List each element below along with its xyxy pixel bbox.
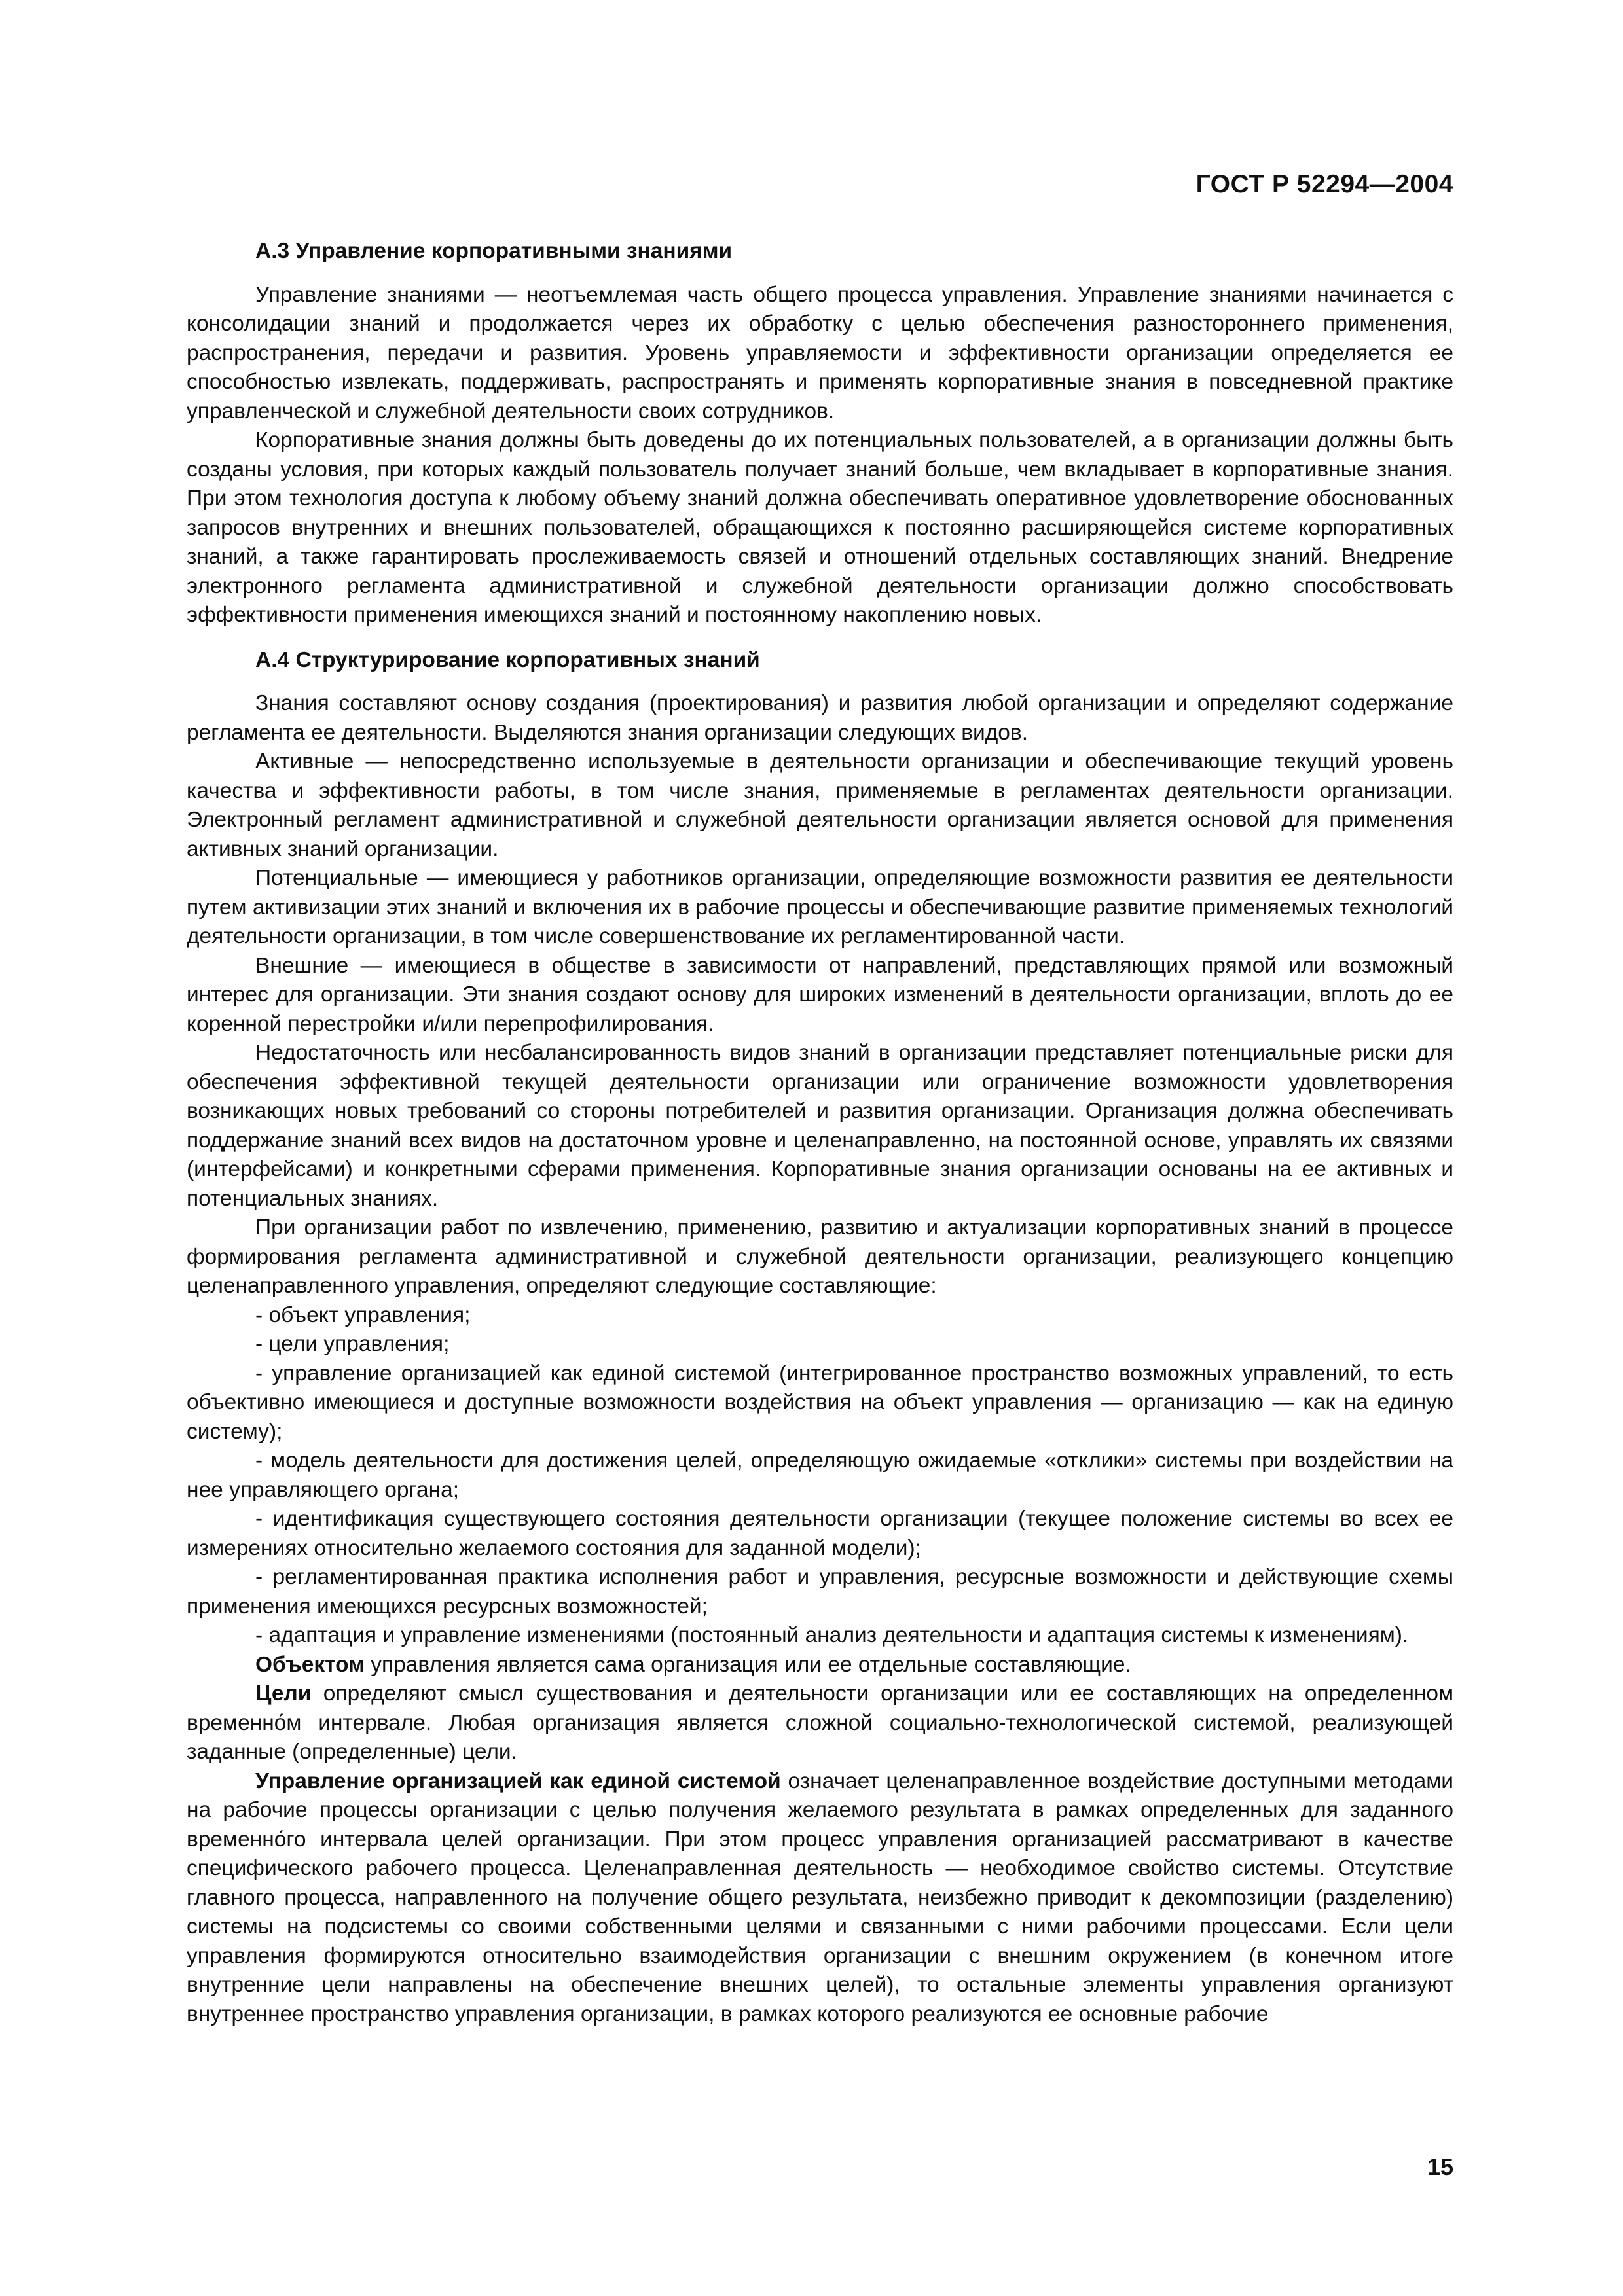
section-a3-paragraph-1: Управление знаниями — неотъемлемая часть общего процесса управления. Управление знаниями начинается с консолидации знаний и продолжается через их обработку с целью обеспечения разностороннего применения, распространения, передачи и развития. Уровень управляемости и эффективности организации определяется ее способностью извлекать, поддерживать, распространять и применять корпоративные знания в повседневной практике управленческой и служебной деятельности своих сотрудников.	[187, 282, 1453, 423]
object-paragraph	[187, 1651, 1453, 1680]
document-body	[187, 237, 1453, 2029]
list-item: - адаптация и управление изменениями (постоянный анализ деятельности и адаптация системы к изменениям).	[255, 1623, 1409, 1647]
document-id-header: ГОСТ Р 52294—2004	[1195, 170, 1453, 198]
section-a4-paragraph-6: При организации работ по извлечению, применению, развитию и актуализации корпоративных знаний в процессе формирования регламента административной и служебной деятельности организации, реализующего концепцию целенаправленного управления, определяют следующие составляющие:	[187, 1215, 1453, 1298]
list-item: - модель деятельности для достижения целей, определяющую ожидаемые «отклики» системы при воздействии на нее управляющего органа;	[187, 1448, 1453, 1502]
section-a4-title	[187, 646, 1453, 675]
list-item: - регламентированная практика исполнения работ и управления, ресурсные возможности и действующие схемы применения имеющихся ресурсных возможностей;	[187, 1565, 1453, 1619]
list-item: - управление организацией как единой системой (интегрированное пространство возможных управлений, то есть объективно имеющиеся и доступные возможности воздействия на объект управления — организацию — как на единую систему);	[187, 1361, 1453, 1444]
list-item: - цели управления;	[255, 1332, 450, 1356]
section-a4-paragraph-2: Активные — непосредственно используемые в деятельности организации и обеспечивающие текущий уровень качества и эффективности работы, в том числе знания, применяемые в регламентах деятельности организации. Электронный регламент административной и служебной деятельности организации является основой для применения активных знаний организации.	[187, 749, 1453, 861]
list-item: - идентификация существующего состояния деятельности организации (текущее положение системы во всех ее измерениях относительно желаемого состояния для заданной модели);	[187, 1507, 1453, 1560]
page-number: 15	[1427, 2153, 1453, 2180]
section-a4-paragraph-1: Знания составляют основу создания (проектирования) и развития любой организации и определяют содержание регламента ее деятельности. Выделяются знания организации следующих видов.	[187, 691, 1453, 745]
goals-paragraph	[187, 1679, 1453, 1767]
section-a4-paragraph-3: Потенциальные — имеющиеся у работников организации, определяющие возможности развития ее деятельности путем активизации этих знаний и включения их в рабочие процессы и обеспечивающие развитие применяемых технологий деятельности организации, в том числе совершенствование их регламентированной части.	[187, 866, 1453, 948]
management-paragraph	[187, 1767, 1453, 2030]
management-definition: означает целенаправленное воздействие доступными методами на рабочие процессы организации с целью получения желаемого результата в рамках определенных для заданного временно́го интервала целей организации. При этом процесс управления организацией рассматривают в качестве специфического рабочего процесса. Целенаправленная деятельность — необходимое свойство системы. Отсутствие главного процесса, направленного на получение общего результата, неизбежно приводит к декомпозиции (разделению) системы на подсистемы со своими собственными целями и связанными с ними рабочими процессами. Если цели управления формируются относительно взаимодействия организации с внешним окружением (в конечном итоге внутренние цели направлены на обеспечение внешних целей), то остальные элементы управления организуют внутреннее пространство управления организации, в рамках которого реализуются ее основные рабочие	[187, 1768, 1453, 2026]
section-a4-paragraph-5: Недостаточность или несбалансированность видов знаний в организации представляет потенциальные риски для обеспечения эффективной текущей деятельности организации или ограничение возможности удовлетворения возникающих новых требований со стороны потребителей и развития организации. Организация должна обеспечивать поддержание знаний всех видов на достаточном уровне и целенаправленно, на постоянной основе, управлять их связями (интерфейсами) и конкретными сферами применения. Корпоративные знания организации основаны на ее активных и потенциальных знаниях.	[187, 1041, 1453, 1211]
object-term: Объектом	[255, 1652, 365, 1677]
section-a3-title	[187, 237, 1453, 266]
section-a4-title-text: А.4 Структурирование корпоративных знаний	[255, 647, 760, 672]
object-definition: управления является сама организация или ее отдельные составляющие.	[364, 1652, 1131, 1677]
management-term: Управление организацией как единой системой	[255, 1768, 781, 1793]
list-item: - объект управления;	[255, 1302, 471, 1327]
section-a3-title-text: А.3 Управление корпоративными знаниями	[255, 239, 733, 263]
goals-definition: определяют смысл существования и деятельности организации или ее составляющих на определенном временно́м интервале. Любая организация является сложной социально-технологической системой, реализующей заданные (определенные) цели.	[187, 1681, 1453, 1764]
section-a4-paragraph-4: Внешние — имеющиеся в обществе в зависимости от направлений, представляющих прямой или возможный интерес для организации. Эти знания создают основу для широких изменений в деятельности организации, вплоть до ее коренной перестройки и/или перепрофилирования.	[187, 953, 1453, 1036]
goals-term: Цели	[255, 1681, 312, 1706]
section-a3-paragraph-2: Корпоративные знания должны быть доведены до их потенциальных пользователей, а в организации должны быть созданы условия, при которых каждый пользователь получает знаний больше, чем вкладывает в корпоративные знания. При этом технология доступа к любому объему знаний должна обеспечивать оперативное удовлетворение обоснованных запросов внутренних и внешних пользователей, обращающихся к постоянно расширяющейся системе корпоративных знаний, а также гарантировать прослеживаемость связей и отношений отдельных составляющих знаний. Внедрение электронного регламента административной и служебной деятельности организации должно способствовать эффективности применения имеющихся знаний и постоянному накоплению новых.	[187, 428, 1453, 627]
document-page	[187, 0, 1453, 2296]
